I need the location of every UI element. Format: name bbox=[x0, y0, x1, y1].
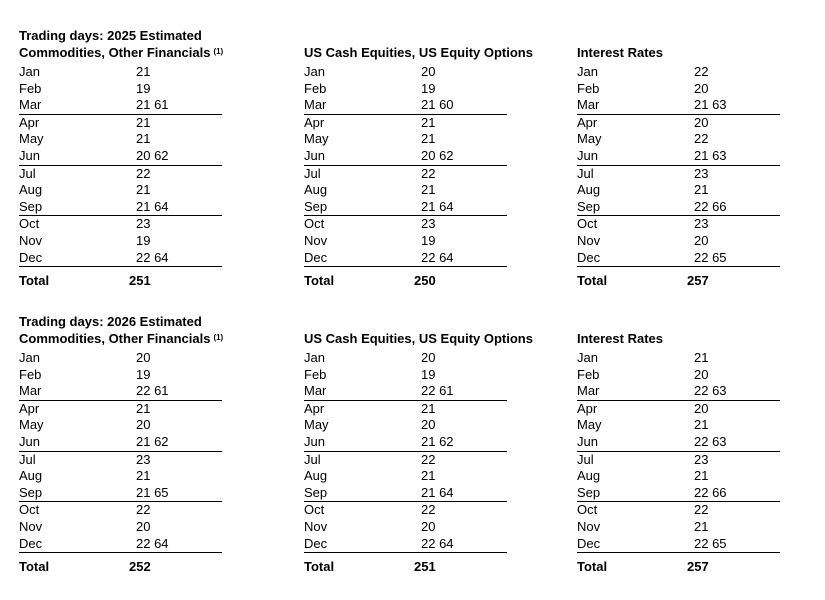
day-count: 20 bbox=[694, 400, 709, 416]
day-count: 21 62 bbox=[421, 433, 454, 449]
month-label: May bbox=[577, 417, 602, 433]
month-label: Jan bbox=[19, 350, 40, 365]
day-count: 21 bbox=[694, 350, 709, 365]
table-row bbox=[304, 434, 507, 452]
day-count: 20 bbox=[421, 417, 436, 433]
footnote-marker: (1) bbox=[213, 47, 224, 56]
day-count: 21 60 bbox=[421, 97, 454, 113]
month-label: Jul bbox=[19, 451, 36, 467]
table-row bbox=[19, 485, 222, 503]
day-count: 22 66 bbox=[694, 484, 727, 500]
day-count: 21 bbox=[136, 182, 151, 198]
table-row bbox=[577, 452, 780, 469]
total-label: Total bbox=[577, 273, 608, 288]
day-count: 20 bbox=[136, 350, 151, 365]
month-label: Mar bbox=[577, 97, 600, 113]
day-count: 22 61 bbox=[421, 383, 454, 399]
table-header-label: US Cash Equities, US Equity Options bbox=[304, 45, 533, 60]
day-count: 23 bbox=[136, 216, 151, 232]
table-row bbox=[577, 485, 780, 503]
table-row bbox=[577, 367, 780, 384]
month-label: Sep bbox=[304, 484, 328, 500]
day-count: 21 bbox=[136, 114, 151, 130]
day-count: 20 62 bbox=[136, 147, 169, 163]
day-count: 21 61 bbox=[136, 97, 169, 113]
table-header bbox=[19, 331, 223, 349]
month-label: Jun bbox=[577, 147, 598, 163]
day-count: 21 bbox=[421, 400, 436, 416]
month-label: Feb bbox=[19, 366, 42, 382]
day-count: 20 62 bbox=[421, 147, 454, 163]
month-label: Aug bbox=[304, 182, 328, 198]
total-value: 251 bbox=[129, 273, 151, 288]
month-label: Jun bbox=[19, 147, 40, 163]
total-value: 257 bbox=[687, 273, 709, 288]
month-label: Mar bbox=[304, 383, 327, 399]
day-count: 21 bbox=[136, 468, 151, 484]
day-count: 21 bbox=[136, 400, 151, 416]
month-label: Feb bbox=[577, 366, 600, 382]
total-value: 252 bbox=[129, 559, 151, 574]
section-title: Trading days: 2025 Estimated bbox=[19, 28, 202, 43]
month-rows bbox=[304, 64, 507, 267]
table-row bbox=[577, 199, 780, 217]
table-row bbox=[19, 350, 222, 367]
table-row bbox=[19, 250, 222, 268]
day-count: 21 65 bbox=[136, 484, 169, 500]
month-label: Apr bbox=[19, 400, 40, 416]
total-value: 257 bbox=[687, 559, 709, 574]
table-row bbox=[304, 502, 507, 519]
day-count: 22 64 bbox=[136, 249, 169, 265]
day-count: 22 65 bbox=[694, 535, 727, 551]
total-value: 250 bbox=[414, 273, 436, 288]
total-label: Total bbox=[304, 559, 335, 574]
table-row bbox=[304, 97, 507, 115]
month-label: May bbox=[19, 131, 44, 147]
total-label: Total bbox=[577, 559, 608, 574]
month-label: Dec bbox=[304, 535, 328, 551]
month-label: May bbox=[304, 131, 329, 147]
table-row bbox=[19, 401, 222, 418]
day-count: 21 bbox=[421, 182, 436, 198]
table-row bbox=[304, 401, 507, 418]
day-count: 21 63 bbox=[694, 97, 727, 113]
day-count: 22 bbox=[421, 451, 436, 467]
day-count: 19 bbox=[136, 366, 151, 382]
month-rows bbox=[19, 350, 222, 553]
month-label: Jul bbox=[577, 165, 594, 181]
month-label: Nov bbox=[304, 232, 328, 248]
table-row bbox=[577, 250, 780, 268]
table-row bbox=[304, 485, 507, 503]
total-label: Total bbox=[19, 559, 50, 574]
month-label: Aug bbox=[19, 468, 43, 484]
table-row bbox=[577, 115, 780, 132]
footnote-marker: (1) bbox=[213, 333, 224, 342]
month-label: Sep bbox=[304, 198, 328, 214]
month-label: Oct bbox=[19, 502, 40, 518]
total-label: Total bbox=[304, 273, 335, 288]
day-count: 21 bbox=[421, 131, 436, 147]
table-row bbox=[19, 502, 222, 519]
month-label: Sep bbox=[19, 198, 43, 214]
table-row bbox=[19, 233, 222, 250]
table-row bbox=[304, 383, 507, 401]
day-count: 19 bbox=[136, 80, 151, 96]
table-row bbox=[577, 502, 780, 519]
month-label: Oct bbox=[577, 502, 598, 518]
day-count: 19 bbox=[421, 366, 436, 382]
month-label: Oct bbox=[304, 502, 325, 518]
month-label: May bbox=[577, 131, 602, 147]
month-rows bbox=[19, 64, 222, 267]
table-row bbox=[577, 536, 780, 554]
month-label: Jan bbox=[577, 350, 598, 365]
month-label: Jul bbox=[304, 165, 321, 181]
table-row bbox=[19, 81, 222, 98]
table-row bbox=[304, 536, 507, 554]
month-label: Dec bbox=[304, 249, 328, 265]
day-count: 23 bbox=[694, 165, 709, 181]
table-row bbox=[304, 367, 507, 384]
table-row bbox=[19, 97, 222, 115]
table-row bbox=[19, 417, 222, 434]
day-count: 23 bbox=[694, 451, 709, 467]
day-count: 21 bbox=[694, 518, 709, 534]
month-label: Nov bbox=[304, 518, 328, 534]
month-label: Oct bbox=[304, 216, 325, 232]
month-label: Feb bbox=[19, 80, 42, 96]
day-count: 23 bbox=[694, 216, 709, 232]
day-count: 21 63 bbox=[694, 147, 727, 163]
day-count: 21 bbox=[694, 417, 709, 433]
day-count: 22 bbox=[694, 131, 709, 147]
table-header bbox=[19, 45, 223, 63]
day-count: 20 bbox=[421, 518, 436, 534]
month-label: Oct bbox=[19, 216, 40, 232]
section-title: Trading days: 2026 Estimated bbox=[19, 314, 202, 329]
day-count: 20 bbox=[421, 350, 436, 365]
month-label: Mar bbox=[19, 97, 42, 113]
table-row bbox=[304, 417, 507, 434]
month-label: Nov bbox=[19, 518, 43, 534]
table-row bbox=[19, 519, 222, 536]
day-count: 21 64 bbox=[421, 198, 454, 214]
day-count: 20 bbox=[136, 417, 151, 433]
month-label: Nov bbox=[577, 518, 601, 534]
month-label: Jan bbox=[19, 64, 40, 79]
day-count: 21 64 bbox=[421, 484, 454, 500]
table-row bbox=[19, 166, 222, 183]
table-row bbox=[304, 216, 507, 233]
month-rows bbox=[304, 350, 507, 553]
month-label: Feb bbox=[304, 366, 327, 382]
month-label: May bbox=[19, 417, 44, 433]
day-count: 22 65 bbox=[694, 249, 727, 265]
month-label: Feb bbox=[577, 80, 600, 96]
month-label: Jun bbox=[19, 433, 40, 449]
month-rows bbox=[577, 350, 780, 553]
table-row bbox=[577, 401, 780, 418]
day-count: 21 bbox=[421, 468, 436, 484]
day-count: 21 bbox=[694, 468, 709, 484]
month-label: Mar bbox=[577, 383, 600, 399]
month-label: Aug bbox=[577, 468, 601, 484]
table-row bbox=[577, 468, 780, 485]
table-header-label: US Cash Equities, US Equity Options bbox=[304, 331, 533, 346]
table-row bbox=[577, 434, 780, 452]
day-count: 23 bbox=[421, 216, 436, 232]
day-count: 22 66 bbox=[694, 198, 727, 214]
month-label: Jun bbox=[304, 147, 325, 163]
month-label: Mar bbox=[304, 97, 327, 113]
day-count: 22 61 bbox=[136, 383, 169, 399]
month-label: Jun bbox=[304, 433, 325, 449]
table-header bbox=[577, 45, 663, 61]
month-label: Dec bbox=[19, 535, 43, 551]
total-label: Total bbox=[19, 273, 50, 288]
month-label: Jan bbox=[304, 350, 325, 365]
table-row bbox=[577, 97, 780, 115]
month-label: Nov bbox=[577, 232, 601, 248]
table-row bbox=[304, 182, 507, 199]
month-label: Apr bbox=[577, 400, 598, 416]
table-header bbox=[304, 45, 533, 61]
table-row bbox=[577, 417, 780, 434]
day-count: 22 63 bbox=[694, 433, 727, 449]
day-count: 21 bbox=[136, 64, 151, 79]
month-label: Jan bbox=[577, 64, 598, 79]
table-row bbox=[577, 148, 780, 166]
day-count: 22 bbox=[136, 502, 151, 518]
month-label: Aug bbox=[577, 182, 601, 198]
month-rows bbox=[577, 64, 780, 267]
table-row bbox=[304, 452, 507, 469]
month-label: Apr bbox=[19, 114, 40, 130]
month-label: Aug bbox=[304, 468, 328, 484]
month-label: Dec bbox=[577, 535, 601, 551]
table-row bbox=[19, 434, 222, 452]
day-count: 20 bbox=[694, 114, 709, 130]
day-count: 19 bbox=[421, 80, 436, 96]
table-row bbox=[577, 81, 780, 98]
table-row bbox=[304, 148, 507, 166]
table-row bbox=[304, 250, 507, 268]
table-row bbox=[577, 182, 780, 199]
day-count: 22 bbox=[421, 165, 436, 181]
day-count: 22 bbox=[421, 502, 436, 518]
month-label: Feb bbox=[304, 80, 327, 96]
table-row bbox=[19, 64, 222, 81]
month-label: Jul bbox=[304, 451, 321, 467]
table-row bbox=[19, 468, 222, 485]
day-count: 21 bbox=[694, 182, 709, 198]
table-row bbox=[577, 131, 780, 148]
day-count: 19 bbox=[421, 232, 436, 248]
month-label: Jul bbox=[577, 451, 594, 467]
table-row bbox=[19, 216, 222, 233]
day-count: 22 bbox=[694, 502, 709, 518]
day-count: 21 bbox=[421, 114, 436, 130]
month-label: Jul bbox=[19, 165, 36, 181]
table-row bbox=[304, 199, 507, 217]
month-label: Jun bbox=[577, 433, 598, 449]
day-count: 22 bbox=[694, 64, 709, 79]
month-label: Nov bbox=[19, 232, 43, 248]
table-row bbox=[19, 115, 222, 132]
month-label: Dec bbox=[19, 249, 43, 265]
table-row bbox=[304, 468, 507, 485]
table-row bbox=[19, 199, 222, 217]
month-label: Sep bbox=[577, 198, 601, 214]
month-label: May bbox=[304, 417, 329, 433]
month-label: Apr bbox=[577, 114, 598, 130]
table-row bbox=[304, 131, 507, 148]
month-label: Sep bbox=[19, 484, 43, 500]
month-label: Apr bbox=[304, 400, 325, 416]
table-row bbox=[19, 383, 222, 401]
day-count: 21 bbox=[136, 131, 151, 147]
table-row bbox=[19, 131, 222, 148]
day-count: 23 bbox=[136, 451, 151, 467]
table-row bbox=[577, 64, 780, 81]
table-row bbox=[577, 383, 780, 401]
table-header bbox=[577, 331, 663, 347]
table-header-label: Commodities, Other Financials bbox=[19, 331, 211, 346]
month-label: Apr bbox=[304, 114, 325, 130]
table-row bbox=[304, 115, 507, 132]
table-header-label: Interest Rates bbox=[577, 331, 663, 346]
table-row bbox=[19, 367, 222, 384]
day-count: 22 64 bbox=[421, 535, 454, 551]
table-row bbox=[577, 166, 780, 183]
table-row bbox=[19, 536, 222, 554]
day-count: 20 bbox=[694, 80, 709, 96]
day-count: 20 bbox=[694, 366, 709, 382]
table-header bbox=[304, 331, 533, 347]
table-row bbox=[577, 233, 780, 250]
table-row bbox=[304, 81, 507, 98]
table-row bbox=[577, 519, 780, 536]
day-count: 21 64 bbox=[136, 198, 169, 214]
table-row bbox=[577, 216, 780, 233]
table-header-label: Interest Rates bbox=[577, 45, 663, 60]
day-count: 20 bbox=[136, 518, 151, 534]
day-count: 22 63 bbox=[694, 383, 727, 399]
day-count: 22 bbox=[136, 165, 151, 181]
table-header-label: Commodities, Other Financials bbox=[19, 45, 211, 60]
month-label: Jan bbox=[304, 64, 325, 79]
table-row bbox=[304, 166, 507, 183]
day-count: 22 64 bbox=[136, 535, 169, 551]
table-row bbox=[19, 182, 222, 199]
day-count: 21 62 bbox=[136, 433, 169, 449]
day-count: 22 64 bbox=[421, 249, 454, 265]
month-label: Sep bbox=[577, 484, 601, 500]
table-row bbox=[19, 452, 222, 469]
day-count: 19 bbox=[136, 232, 151, 248]
table-row bbox=[304, 64, 507, 81]
table-row bbox=[19, 148, 222, 166]
table-row bbox=[304, 350, 507, 367]
month-label: Dec bbox=[577, 249, 601, 265]
table-row bbox=[304, 233, 507, 250]
month-label: Oct bbox=[577, 216, 598, 232]
total-value: 251 bbox=[414, 559, 436, 574]
day-count: 20 bbox=[421, 64, 436, 79]
day-count: 20 bbox=[694, 232, 709, 248]
table-row bbox=[304, 519, 507, 536]
month-label: Mar bbox=[19, 383, 42, 399]
month-label: Aug bbox=[19, 182, 43, 198]
table-row bbox=[577, 350, 780, 367]
